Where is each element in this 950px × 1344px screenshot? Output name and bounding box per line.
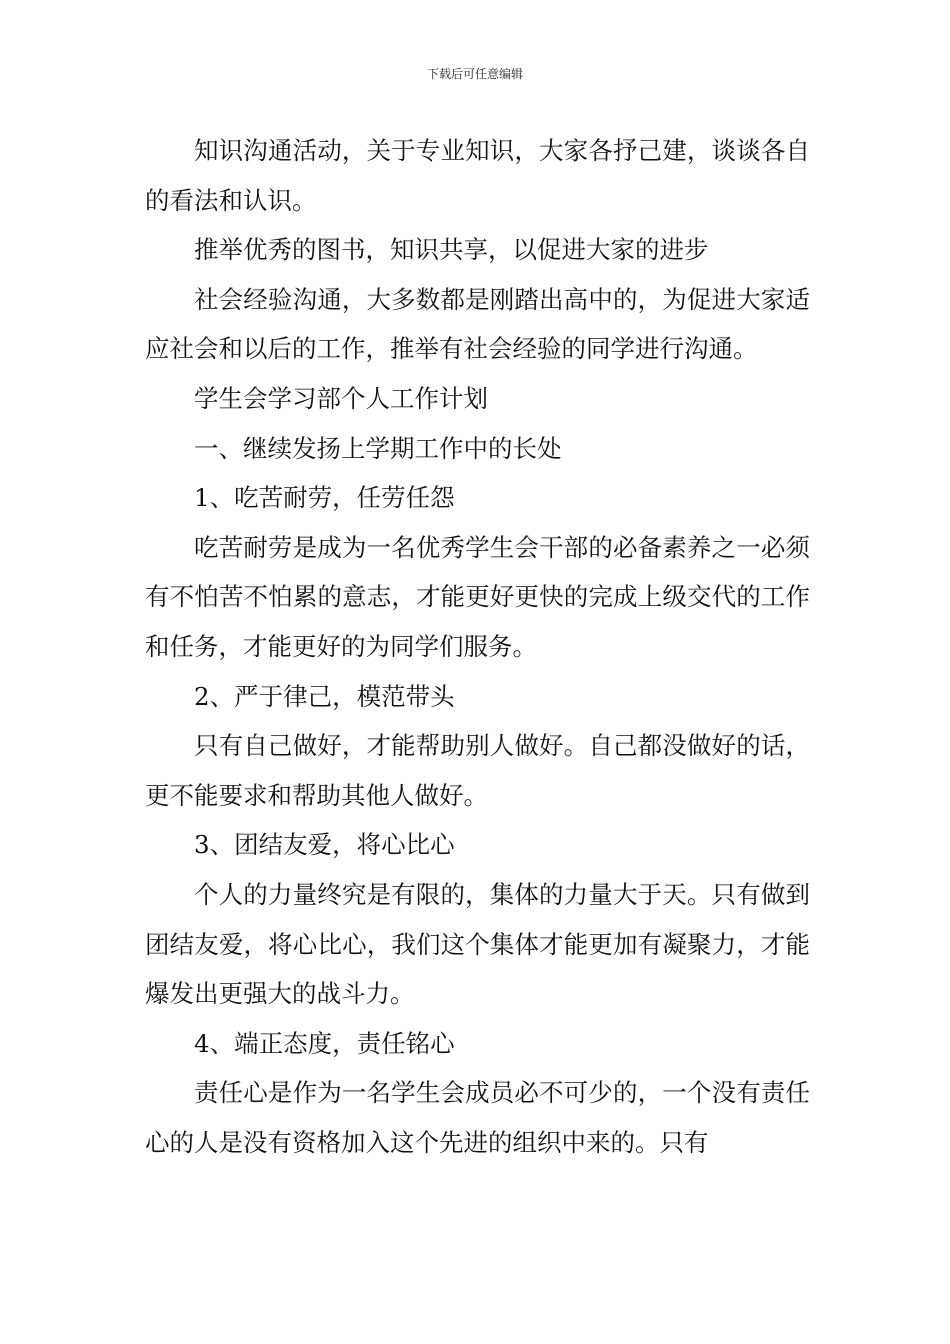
item-heading-2: 2、严于律己，模范带头 <box>194 681 455 711</box>
item-body-1: 吃苦耐劳是成为一名优秀学生会干部的必备素养之一必须有不怕苦不怕累的意志，才能更好更快的完成上级交代的工作和任务，才能更好的为同学们服务。 <box>145 532 810 661</box>
section-heading-1: 一、继续发扬上学期工作中的长处 <box>194 433 562 463</box>
paragraph-knowledge-exchange: 知识沟通活动，关于专业知识，大家各抒己建，谈谈各自的看法和认识。 <box>145 136 810 215</box>
section-title: 学生会学习部个人工作计划 <box>194 383 488 413</box>
document-body <box>145 126 810 1167</box>
page-header: 下载后可任意编辑 <box>426 67 523 81</box>
paragraph-book-recommendation: 推举优秀的图书，知识共享，以促进大家的进步 <box>194 235 709 265</box>
item-heading-4: 4、端正态度，责任铭心 <box>194 1028 455 1058</box>
paragraph-social-experience: 社会经验沟通，大多数都是刚踏出高中的，为促进大家适应社会和以后的工作，推举有社会经验的同学进行沟通。 <box>145 284 810 364</box>
item-heading-3: 3、团结友爱，将心比心 <box>194 830 455 860</box>
item-heading-1: 1、吃苦耐劳，任劳任怨 <box>194 483 455 513</box>
item-body-3: 个人的力量终究是有限的，集体的力量大于天。只有做到团结友爱，将心比心，我们这个集体才能更加有凝聚力，才能爆发出更强大的战斗力。 <box>145 879 810 1009</box>
item-body-2: 只有自己做好，才能帮助别人做好。自己都没做好的话，更不能要求和帮助其他人做好。 <box>145 731 810 810</box>
item-body-4: 责任心是作为一名学生会成员必不可少的，一个没有责任心的人是没有资格加入这个先进的组织中来的。只有 <box>145 1078 810 1157</box>
